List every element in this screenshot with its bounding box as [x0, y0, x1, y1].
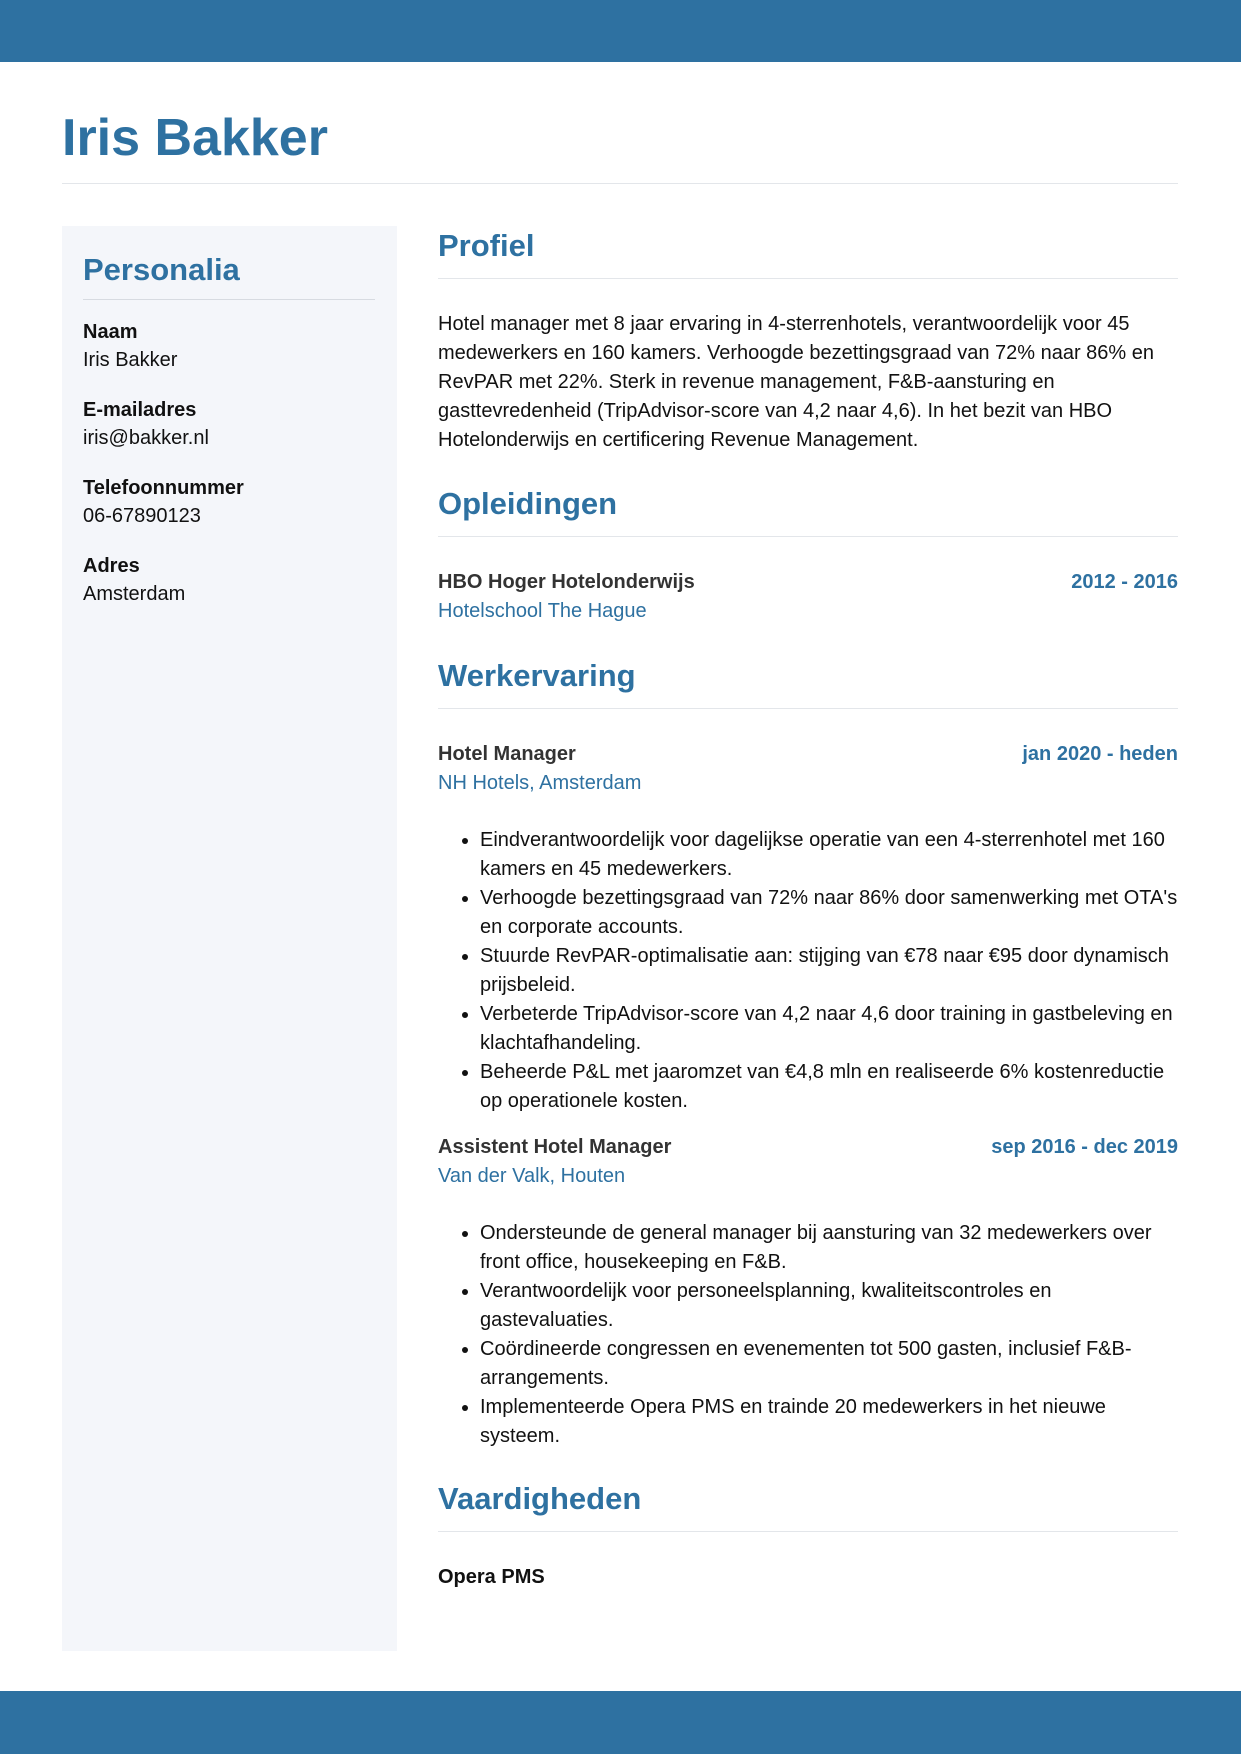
job-header	[438, 740, 1178, 768]
info-value: Amsterdam	[83, 583, 186, 605]
info-value: Iris Bakker	[83, 349, 178, 371]
education-dates: 2012 - 2016	[1071, 571, 1178, 593]
bottom-color-band	[0, 1691, 1241, 1754]
info-phone	[83, 474, 244, 530]
list-item: • Verbeterde TripAdvisor-score van 4,2 naar 4,6 door training in gastbeleving en klachtafhandeling.	[480, 1000, 1178, 1058]
list-item: • Stuurde RevPAR-optimalisatie aan: stijging van €78 naar €95 door dynamisch prijsbeleid.	[480, 942, 1178, 1000]
skill-item: Opera PMS	[438, 1566, 545, 1588]
skills-heading: Vaardigheden	[438, 1481, 642, 1516]
list-item: • Coördineerde congressen en evenementen tot 500 gasten, inclusief F&B-arrangements.	[480, 1335, 1178, 1393]
experience-heading: Werkervaring	[438, 658, 636, 693]
info-address	[83, 552, 185, 608]
list-item: • Verhoogde bezettingsgraad van 72% naar 86% door samenwerking met OTA's en corporate accounts.	[480, 884, 1178, 942]
info-label: Naam	[83, 321, 138, 343]
job-company: Van der Valk, Houten	[438, 1165, 626, 1187]
list-item: • Implementeerde Opera PMS en trainde 20 medewerkers in het nieuwe systeem.	[480, 1393, 1178, 1451]
sidebar-divider	[83, 299, 375, 300]
job-role: Hotel Manager	[438, 743, 576, 765]
page-title: Iris Bakker	[62, 109, 328, 167]
profile-divider	[438, 278, 1178, 279]
job-bullets	[438, 1219, 1178, 1451]
list-item: • Verantwoordelijk voor personeelsplanning, kwaliteitscontroles en gastevaluaties.	[480, 1277, 1178, 1335]
list-item: • Eindverantwoordelijk voor dagelijkse operatie van een 4-sterrenhotel met 160 kamers en 45 medewerkers.	[480, 826, 1178, 884]
job-dates: sep 2016 - dec 2019	[991, 1136, 1178, 1158]
top-color-band	[0, 0, 1241, 62]
education-item	[438, 568, 1178, 596]
info-value: iris@bakker.nl	[83, 427, 209, 449]
skills-divider	[438, 1531, 1178, 1532]
education-divider	[438, 536, 1178, 537]
list-item: • Ondersteunde de general manager bij aansturing van 32 medewerkers over front office, housekeeping en F&B.	[480, 1219, 1178, 1277]
profile-text: Hotel manager met 8 jaar ervaring in 4-sterrenhotels, verantwoordelijk voor 45 medewerkers en 160 kamers. Verhoogde bezettingsgraad van 72% naar 86% en RevPAR met 22%. Sterk in revenue management, F&B-aansturing en gasttevredenheid (TripAdvisor-score van 4,2 naar 4,6). In het bezit van HBO Hotelonderwijs en certificering Revenue Management.	[438, 313, 1155, 451]
education-degree: HBO Hoger Hotelonderwijs	[438, 571, 695, 593]
experience-divider	[438, 708, 1178, 709]
info-label: Telefoonnummer	[83, 477, 244, 499]
profile-heading: Profiel	[438, 228, 535, 263]
job-company: NH Hotels, Amsterdam	[438, 772, 642, 794]
info-email	[83, 396, 209, 452]
title-divider	[62, 183, 1178, 184]
job-header	[438, 1133, 1178, 1161]
education-school: Hotelschool The Hague	[438, 600, 647, 622]
sidebar-heading: Personalia	[83, 252, 240, 287]
list-item: • Beheerde P&L met jaaromzet van €4,8 mln en realiseerde 6% kostenreductie op operationele kosten.	[480, 1058, 1178, 1116]
job-role: Assistent Hotel Manager	[438, 1136, 672, 1158]
info-label: Adres	[83, 555, 140, 577]
info-label: E-mailadres	[83, 399, 197, 421]
info-name	[83, 318, 177, 374]
education-heading: Opleidingen	[438, 486, 618, 521]
job-bullets	[438, 826, 1178, 1116]
info-value: 06-67890123	[83, 505, 201, 527]
personal-info-sidebar	[62, 226, 397, 1651]
job-dates: jan 2020 - heden	[1022, 743, 1178, 765]
